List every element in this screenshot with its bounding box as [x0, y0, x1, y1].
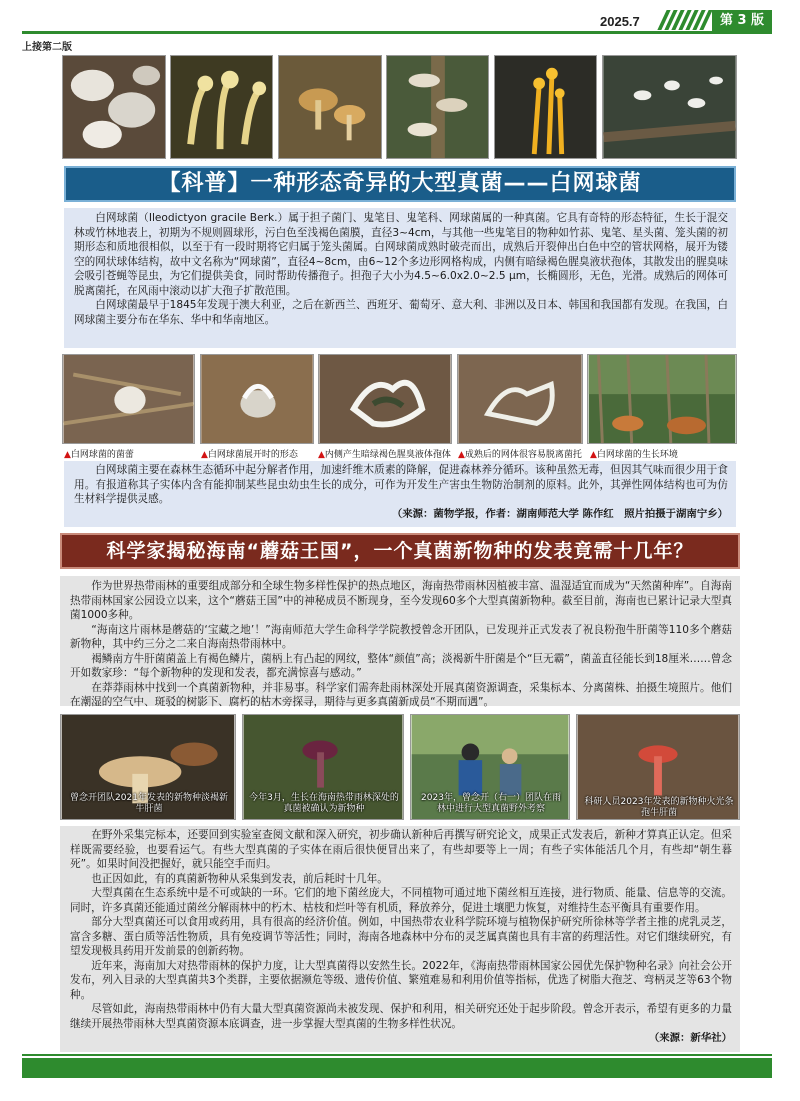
article2-paragraph: 在莽莽雨林中找到一个真菌新物种，并非易事。科学家们需奔赴雨林深处开展真菌资源调查，采集标本、分离菌株、拍摄生境照片。他们在潮湿的空气中、斑驳的树影下、腐朽的枯木旁探寻，期待与更多真菌新成员“不期而遇”。 — [70, 681, 732, 708]
photo-unfolding-stage — [200, 354, 314, 444]
photo-field-survey — [410, 714, 570, 820]
photo-habitat — [587, 354, 737, 444]
caption-brown-bolete: 曾念开团队2021年发表的新物种淡褐新牛肝菌 — [70, 793, 228, 814]
photo-gleba-inside — [318, 354, 452, 444]
article2-paragraph: 尽管如此，海南热带雨林中仍有大量大型真菌资源尚未被发现、保护和利用，相关研究还处于起步阶段。曾念开表示，希望有更多的力量继续开展热带雨林大型真菌资源本底调查，进一步掌握大型真菌的生物多样性状况。 — [70, 1003, 732, 1030]
photo-coral-fungus — [170, 55, 273, 159]
footer-bar — [22, 1058, 772, 1078]
article2-body-panel — [60, 576, 740, 706]
photo-yellow-stalk-fungus — [494, 55, 597, 159]
page-number: 第 3 版 — [712, 10, 772, 32]
article2-paragraph: 也正因如此，有的真菌新物种从采集到发表，前后耗时十几年。 — [91, 872, 388, 885]
article2-body-panel-2 — [60, 826, 740, 1052]
issue-date: 2025.7 — [600, 14, 640, 29]
article1-source: （来源：菌物学报，作者：湖南师范大学 陈作红 照片拍摄于湖南宁乡） — [391, 507, 728, 520]
photo-egg-stage — [62, 354, 195, 444]
photo-brown-bolete — [60, 714, 236, 820]
article1-body-panel — [64, 208, 736, 348]
article1-title-banner — [64, 166, 736, 202]
photo-white-mushrooms-on-log — [62, 55, 166, 159]
caption-field-survey: 2023年，曾念开（右一）团队在雨林中进行大型真菌野外考察 — [421, 793, 561, 814]
article2-source: （来源：新华社） — [648, 1032, 732, 1044]
article1-paragraph: 白网球菌最早于1845年发现于澳大利亚，之后在新西兰、西班牙、葡萄牙、意大利、非洲以及日本、韩国和我国都有发现。在我国，白网球菌主要分布在华东、华中和华南地区。 — [74, 299, 728, 326]
caption-gleba: ▲内侧产生暗绿褐色腥臭液体孢体 — [318, 450, 451, 460]
photo-small-mushroom-cluster — [278, 55, 382, 159]
article2-title: 科学家揭秘海南“蘑菇王国”，一个真菌新物种的发表竟需十几年？ — [106, 540, 694, 562]
article2-paragraph: 部分大型真菌还可以食用或药用，具有很高的经济价值。例如，中国热带农业科学院环境与植物保护研究所徐林等学者主推的虎乳灵芝，富含多糖、蛋白质等活性物质，具有免疫调节等活性；同时，海南各地森林中分布的灵芝属真菌也具有丰富的药理活性。对它们继续研究，有望发现极具药用开发前景的创新药物。 — [70, 916, 732, 957]
article2-paragraph: 褐鳞南方牛肝菌菌盖上有褐色鳞片，菌柄上有凸起的网纹，整体“颜值”高；淡褐新牛肝菌是个“巨无霸”，菌盖直径能长到18厘米……曾念开如数家珍：“每个新物种的发现和发表，都充满惊喜与感动。” — [70, 652, 732, 679]
article2-paragraph: 在野外采集完标本，还要回到实验室查阅文献和深入研究，初步确认新种后再撰写研究论文，成果正式发表后，新种才算真正认定。但采样既需要经验，也要看运气。有些大型真菌的子实体在雨后很快便冒出来了，有些却要等上一周；有些子实体能活几个月，有些却“朝生暮死”。如果时间没把握好，就只能空手而归。 — [70, 829, 732, 870]
article1-title: 【科普】一种形态奇异的大型真菌——白网球菌 — [158, 171, 642, 196]
article2-paragraph: 作为世界热带雨林的重要组成部分和全球生物多样性保护的热点地区，海南热带雨林因植被丰富、温湿适宜而成为“天然菌种库”。自海南热带雨林国家公园设立以来，这个“蘑菇王国”中的神秘成员不断现身，至今发现60多个大型真菌新物种。截至目前，海南也已累计记录大型真菌1000多种。 — [70, 580, 732, 621]
photo-red-stalk-bolete — [576, 714, 740, 820]
header-stripes — [662, 10, 710, 30]
article2-paragraph: 近年来，海南加大对热带雨林的保护力度，让大型真菌得以安然生长。2022年，《海南热带雨林国家公园优先保护物种名录》向社会公开发布，列入目录的大型真菌共3个类群，主要依据濒危等级、遗传价值、繁殖难易和利用价值等指标，优选了树脂大孢芝、弯柄灵芝等63个物种。 — [70, 959, 732, 1001]
article2-title-banner — [60, 533, 740, 569]
caption-dark-mushroom: 今年3月，生长在海南热带雨林深处的真菌被确认为新物种 — [249, 793, 399, 814]
header-rule — [22, 31, 772, 34]
article1-paragraph: 白网球菌主要在森林生态循环中起分解者作用，加速纤维木质素的降解，促进森林养分循环。该种虽然无毒，但因其气味而很少用于食用。有报道称其子实体内含有能抑制某些昆虫幼虫生长的成分，可作为开发生产害虫生物防治制剂的原料。此外，其弹性网体结构也可为仿生材料学提供灵感。 — [74, 464, 728, 505]
caption-egg: ▲白网球菌的菌蕾 — [64, 450, 134, 460]
caption-habitat: ▲白网球菌的生长环境 — [590, 450, 678, 460]
caption-red-stalk: 科研人员2023年发表的新物种火光条孢牛肝菌 — [584, 797, 734, 818]
article1-body-panel-2 — [64, 461, 736, 527]
photo-bracket-fungus-on-bamboo — [386, 55, 489, 159]
photo-detached-network — [457, 354, 583, 444]
caption-unfolding: ▲白网球菌展开时的形态 — [201, 450, 298, 460]
photo-dark-mushroom-on-moss — [242, 714, 404, 820]
article2-paragraph: 大型真菌在生态系统中是不可或缺的一环。它们的地下菌丝庞大，不同植物可通过地下菌丝相互连接，进行物质、能量、信息等的交流。同时，许多真菌还能通过菌丝分解雨林中的朽木、枯枝和烂叶等有机质，释放养分，促进土壤肥力恢复，对维持生态平衡具有重要作用。 — [70, 887, 732, 914]
photo-tiny-white-mushrooms-on-branch — [602, 55, 737, 159]
footer-rule — [22, 1054, 772, 1056]
article2-paragraph: “海南这片雨林是蘑菇的‘宝藏之地’！”海南师范大学生命科学学院教授曾念开团队，已发现并正式发表了祝良粉孢牛肝菌等110多个蘑菇新物种，其中约三分之二来自海南热带雨林中。 — [70, 623, 732, 650]
caption-detached: ▲成熟后的网体很容易脱离菌托 — [458, 450, 582, 460]
page-header — [0, 0, 800, 53]
continued-note: 上接第二版 — [22, 42, 72, 53]
article1-paragraph: 白网球菌（Ileodictyon gracile Berk.）属于担子菌门、鬼笔目、鬼笔科、网球菌属的一种真菌。它具有奇特的形态特征，生长于混交林或竹林地表上，初期为不规则圆球形，污白色至浅褐色菌膜，直径3~4cm，与其他一些鬼笔目的物种如竹荪、鬼笔、星头菌、笼头菌的初期形态和质地很相似，以至于有一段时期将它归属于笼头菌属。白网球菌成熟时破壳而出，成熟后开裂伸出白色中空的管状网格，展开为镂空的网状球体结构，故中文名称为“网球菌”，直径4~8cm，由6~12个多边形网格构成，内侧有暗绿褐色腥臭液状孢体，其散发出的腥臭味会吸引苍蝇等昆虫，为它们提供美食，同时帮助传播孢子。担孢子大小为4.5~6.0x2.0~2.5 μm，长椭圆形，无色，光滑。成熟后的网体可脱离菌托，在风雨中滚动以扩大孢子扩散范围。 — [74, 212, 728, 297]
